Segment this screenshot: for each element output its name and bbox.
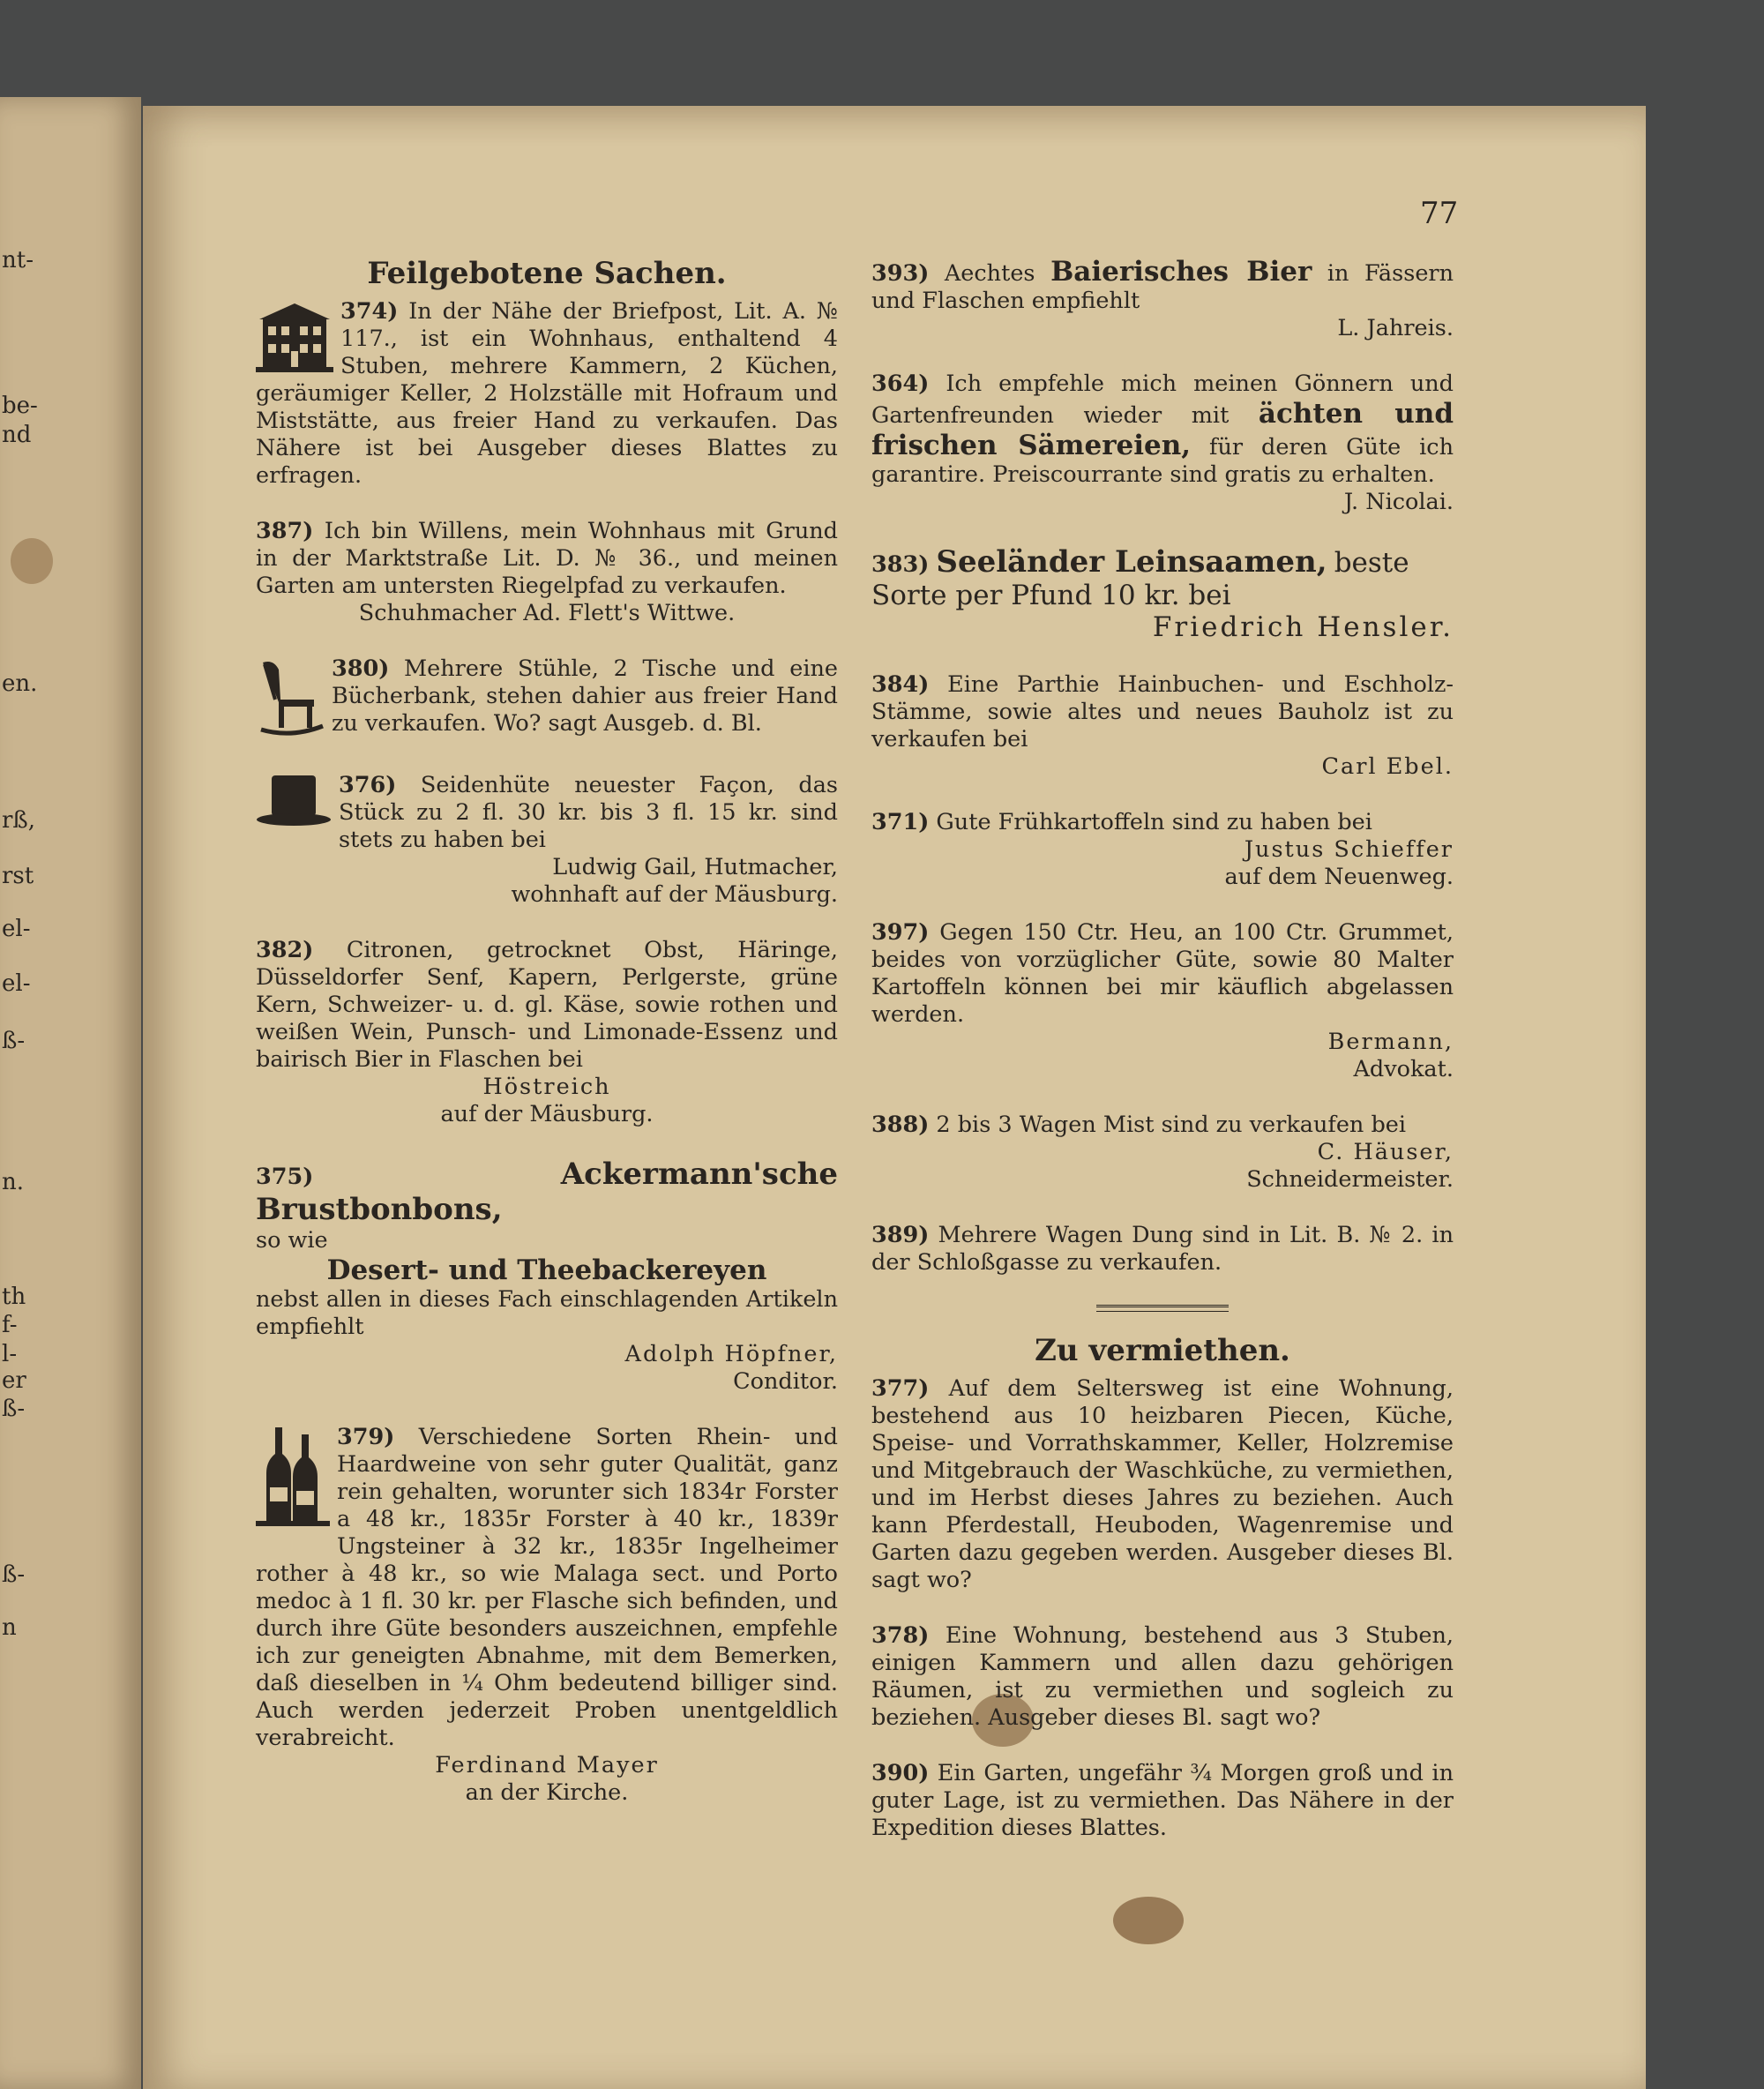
ad-number: 371) [871,809,930,835]
ad-text-lead: beste [1334,547,1409,579]
ad-title: Ackermann'sche Brustbonbons, [256,1157,838,1227]
ad-number: 397) [871,919,930,946]
ad-number: 376) [339,772,397,798]
ad-signature: Friedrich Hensler. [1152,611,1454,643]
ad-364 [871,371,1454,516]
ad-number: 374) [340,298,399,325]
ad-384 [871,671,1454,781]
ad-signature: Adolph Höpfner, [624,1341,838,1367]
ad-signature: Justus Schieffer [1244,836,1454,863]
section-heading-for-sale: Feilgebotene Sachen. [367,256,727,291]
ad-text-lead: Aechtes [944,260,1035,287]
ad-subtitle: Desert- und Theebackereyen [326,1254,767,1286]
stain [1113,1897,1184,1944]
ad-signature: Höstreich [482,1074,611,1100]
left-fragment: ß- [2,1561,26,1588]
ad-text: Seidenhüte neuester Façon, das Stück zu 2 fl. 30 kr. bis 3 fl. 15 kr. sind stets zu haben bei [339,772,839,853]
ad-371 [871,809,1454,891]
ad-389 [871,1222,1454,1277]
ad-text-lead: Ich empfehle mich meinen Gönnern und Gartenfreunden wieder mit [871,371,1454,429]
ad-signature-line2: auf dem Neuenweg. [1224,864,1454,890]
ad-377 [871,1375,1454,1594]
ad-text: Eine Parthie Hainbuchen- und Eschholz-Stämme, sowie altes und neues Bauholz ist zu verkaufen bei [871,671,1454,752]
ad-374 [256,298,838,490]
ad-number: 379) [337,1424,395,1450]
ad-signature: Ferdinand Mayer [435,1752,659,1778]
ad-text: Verschiedene Sorten Rhein- und Haardweine von sehr guter Qualität, ganz rein gehalten, worunter sich 1834r Forster a 48 kr., 1835r Forster à 40 kr., 1839r Ungsteiner à 32 kr., 1835r Ingelheimer rother à 48 kr., so wie Malaga sect. und Porto medoc à 1 fl. 30 kr. per Flasche sich befinden, und durch ihre Güte besonders auszeichnen, empfehle ich zur geneigten Abnahme, mit dem Bemerken, daß dieselben in ¼ Ohm bedeutend billiger sind. Auch werden jederzeit Proben unentgeldlich verabreicht. [256,1424,838,1751]
left-fragment: l- [2,1341,18,1367]
ad-text: Citronen, getrocknet Obst, Häringe, Düsseldorfer Senf, Kapern, Perlgerste, grüne Kern, Schweizer- u. d. gl. Käse, sowie rothen und weißen Wein, Punsch- und Limonade-Essenz und bairisch Bier in Flaschen bei [256,937,838,1073]
wine-bottles-icon [256,1426,330,1535]
ad-393 [871,256,1454,342]
left-fragment: en. [2,670,38,697]
divider-rule [1096,1305,1229,1312]
ad-380 [256,655,838,744]
ad-text: Ein Garten, ungefähr ¾ Morgen groß und in guter Lage, ist zu vermiethen. Das Nähere in der Expedition dieses Blattes. [871,1760,1454,1841]
top-hat-icon [256,774,332,834]
ad-number: 375) [256,1164,314,1190]
ad-signature: L. Jahreis. [1337,315,1454,341]
left-fragment: th [2,1284,26,1310]
left-page-edge [0,97,141,2089]
ad-signature: Schuhmacher Ad. Flett's Wittwe. [358,600,736,626]
ad-bold-text: ächten und frischen Sämereien, [871,398,1454,461]
ad-bold-text: Seeländer Leinsaamen, [936,544,1327,580]
page-number: 77 [1420,196,1459,231]
left-column [256,256,838,1835]
ad-number: 387) [256,518,314,544]
section-heading-for-rent: Zu vermiethen. [1035,1333,1290,1368]
ad-text: Gute Frühkartoffeln sind zu haben bei [936,809,1372,835]
left-fragment: nd [2,422,32,448]
left-fragment: rß, [2,807,36,834]
ad-text: Auf dem Seltersweg ist eine Wohnung, bestehend aus 10 heizbaren Piecen, Küche, Speise- und Vorrathskammer, Keller, Holzremise und Mitgebrauch der Waschküche, zu vermiethen, und im Herbst dieses Jahres zu beziehen. Auch kann Pferdestall, Heuboden, Wagenremise und Garten dazu gegeben werden. Ausgeber dieses Bl. sagt wo? [871,1375,1454,1593]
ad-383 [871,544,1454,643]
ad-382 [256,937,838,1128]
ad-signature-line2: wohnhaft auf der Mäusburg. [511,881,838,908]
left-fragment: ß- [2,1396,26,1422]
ad-text: in Fässern und Flaschen empfiehlt [871,260,1454,314]
ad-number: 388) [871,1112,930,1138]
left-fragment: n. [2,1169,25,1195]
ad-text: Mehrere Wagen Dung sind in Lit. B. № 2. in der Schloßgasse zu verkaufen. [871,1222,1454,1276]
ad-376 [256,772,838,909]
ad-number: 393) [871,260,930,287]
ad-signature: Carl Ebel. [1321,753,1454,780]
ad-number: 364) [871,371,930,397]
ad-378 [871,1622,1454,1732]
ad-signature-line2: Conditor. [733,1368,838,1395]
ad-number: 380) [332,655,390,682]
ad-text: In der Nähe der Briefpost, Lit. A. № 117., ist ein Wohnhaus, enthaltend 4 Stuben, mehrere Kammern, 2 Küchen, geräumiger Keller, 2 Holzställe mit Hofraum und Miststätte, aus freier Hand zu verkaufen. Das Nähere ist bei Ausgeber dieses Blattes zu erfragen. [256,298,839,489]
ad-signature-line2: Schneidermeister. [1246,1166,1454,1193]
ad-text: 2 bis 3 Wagen Mist sind zu verkaufen bei [936,1112,1407,1138]
ad-number: 378) [871,1622,930,1649]
ad-387 [256,518,838,627]
ad-number: 377) [871,1375,930,1402]
ad-signature: J. Nicolai. [1343,489,1454,515]
ad-text: Gegen 150 Ctr. Heu, an 100 Ctr. Grummet, beides von vorzüglicher Güte, sowie 80 Malter Kartoffeln können bei mir käuflich abgelassen werden. [871,919,1454,1028]
ad-397 [871,919,1454,1083]
ad-388 [871,1112,1454,1194]
ad-connector: so wie [256,1227,328,1254]
ad-signature: Bermann, [1327,1029,1454,1055]
ad-number: 382) [256,937,314,963]
ad-375 [256,1157,838,1396]
ad-number: 389) [871,1222,930,1248]
ad-379 [256,1424,838,1807]
ad-number: 384) [871,671,930,698]
left-fragment: ß- [2,1028,26,1054]
ad-signature: Ludwig Gail, Hutmacher, [552,854,838,880]
ad-text: Mehrere Stühle, 2 Tische und eine Bücherbank, stehen dahier aus freier Hand zu verkaufen. Wo? sagt Ausgeb. d. Bl. [332,655,838,737]
ad-signature-line2: Advokat. [1353,1056,1454,1082]
ad-number: 383) [871,551,930,578]
ad-signature-line2: auf der Mäusburg. [440,1101,654,1127]
house-icon [256,300,333,379]
ad-text: nebst allen in dieses Fach einschlagenden Artikeln empfiehlt [256,1286,838,1340]
left-fragment: f- [2,1312,18,1338]
left-fragment: el- [2,970,31,997]
left-fragment: el- [2,916,31,942]
left-fragment: n [2,1614,17,1641]
ad-390 [871,1760,1454,1842]
left-fragment: be- [2,393,38,419]
stain [11,538,53,584]
ad-bold-text: Baierisches Bier [1050,256,1312,288]
ad-number: 390) [871,1760,930,1786]
ad-text: für deren Güte ich garantire. Preiscourrante sind gratis zu erhalten. [871,434,1454,488]
ad-text: Ich bin Willens, mein Wohnhaus mit Grund in der Marktstraße Lit. D. № 36., und meinen Garten am untersten Riegelpfad zu verkaufen. [256,518,838,599]
chair-icon [256,657,325,744]
left-fragment: nt- [2,247,34,273]
ad-signature: C. Häuser, [1317,1139,1454,1165]
left-fragment: er [2,1367,26,1394]
ad-text: Eine Wohnung, bestehend aus 3 Stuben, einigen Kammern und allen dazu gehörigen Räumen, ist zu vermiethen und sogleich zu beziehen. Ausgeber dieses Bl. sagt wo? [871,1622,1454,1731]
ad-text: Sorte per Pfund 10 kr. bei [871,580,1231,611]
right-column [871,256,1454,1870]
ad-signature-line2: an der Kirche. [465,1779,629,1806]
left-fragment: rst [2,863,34,889]
